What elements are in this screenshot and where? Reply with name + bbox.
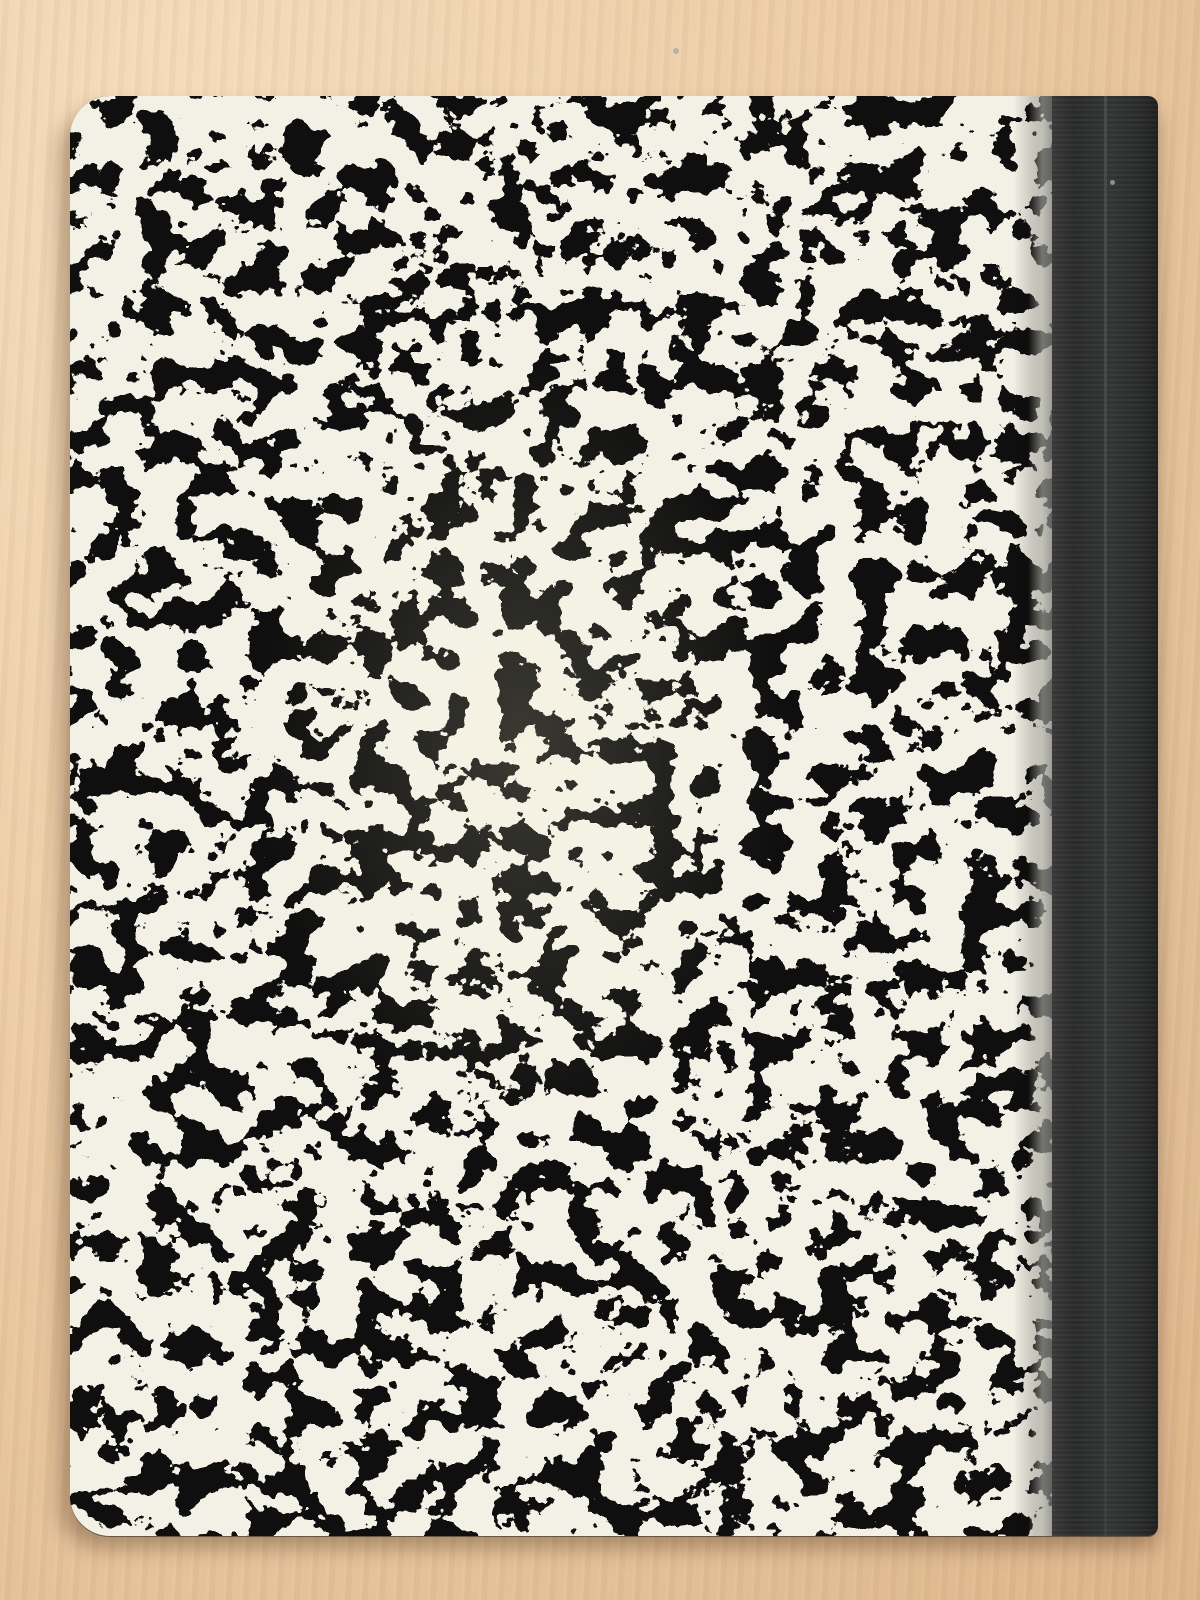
composition-notebook [70,96,1158,1536]
cloth-spine [1052,96,1158,1536]
marbled-cover [70,96,1052,1536]
marble-pattern [70,96,1052,1536]
spine-crease [1104,96,1107,1536]
spine-mark [1110,180,1115,185]
dust-speck [673,48,679,54]
